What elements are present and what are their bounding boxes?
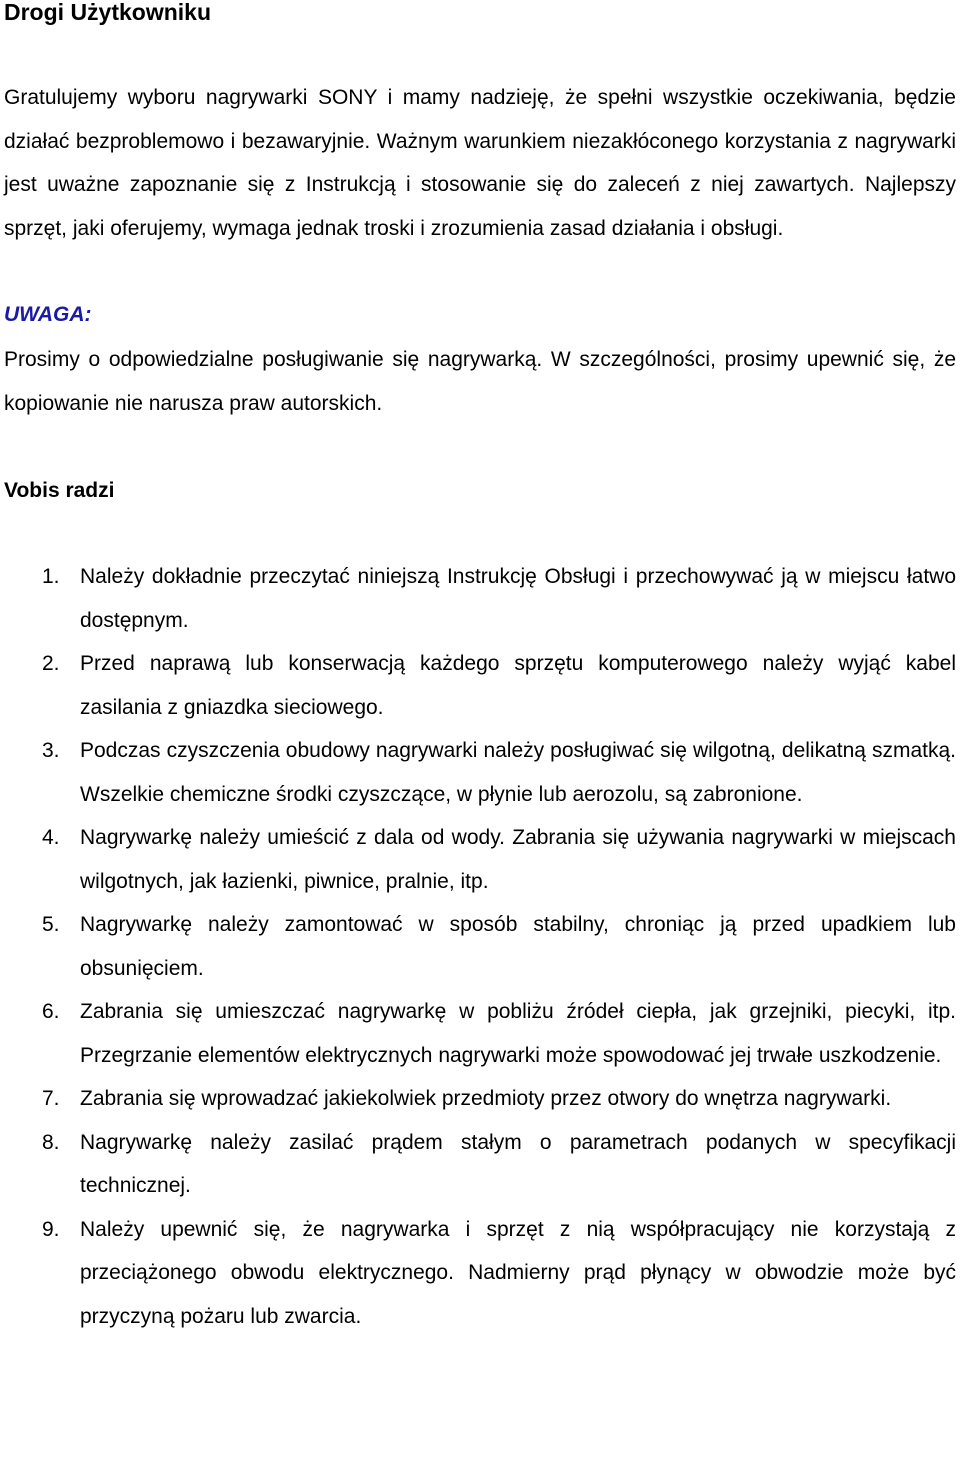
list-item: [4, 729, 956, 816]
list-item: [4, 1208, 956, 1339]
list-item: [4, 642, 956, 729]
list-item-text: Nagrywarkę należy zamontować w sposób stabilny, chroniąc ją przed upadkiem lub obsunięciem.: [80, 913, 956, 980]
list-item-number: 6.: [42, 1000, 60, 1023]
list-item-text: Podczas czyszczenia obudowy nagrywarki należy posługiwać się wilgotną, delikatną szmatką. Wszelkie chemiczne środki czyszczące, w płynie lub aerozolu, są zabronione.: [80, 739, 956, 806]
list-item: [4, 990, 956, 1077]
advice-list: [4, 555, 956, 1338]
list-item-text: Zabrania się umieszczać nagrywarkę w pobliżu źródeł ciepła, jak grzejniki, piecyki, itp. Przegrzanie elementów elektrycznych nagrywarki może spowodować jej trwałe uszkodzenie.: [80, 1000, 956, 1067]
list-item-text: Nagrywarkę należy umieścić z dala od wody. Zabrania się używania nagrywarki w miejscach wilgotnych, jak łazienki, piwnice, pralnie, itp.: [80, 826, 956, 893]
list-item-text: Przed naprawą lub konserwacją każdego sprzętu komputerowego należy wyjąć kabel zasilania z gniazdka sieciowego.: [80, 652, 956, 719]
list-item-text: Zabrania się wprowadzać jakiekolwiek przedmioty przez otwory do wnętrza nagrywarki.: [80, 1087, 892, 1110]
list-item: [4, 903, 956, 990]
list-item: [4, 1121, 956, 1208]
list-item-number: 1.: [42, 565, 60, 588]
intro-paragraph: Gratulujemy wyboru nagrywarki SONY i mamy nadzieję, że spełni wszystkie oczekiwania, będzie działać bezproblemowo i bezawaryjnie. Ważnym warunkiem niezakłóconego korzystania z nagrywarki jest uważne zapoznanie się z Instrukcją i stosowanie się do zaleceń z niej zawartych. Najlepszy sprzęt, jaki oferujemy, wymaga jednak troski i zrozumienia zasad działania i obsługi.: [4, 86, 956, 240]
list-item-number: 8.: [42, 1130, 60, 1154]
warning-paragraph: Prosimy o odpowiedzialne posługiwanie się nagrywarką. W szczególności, prosimy upewnić się, że kopiowanie nie narusza praw autorskich.: [4, 348, 956, 415]
list-item-number: 4.: [42, 826, 60, 849]
list-item-number: 2.: [42, 652, 60, 675]
advice-heading: Vobis radzi: [4, 479, 115, 502]
list-item-number: 3.: [42, 739, 60, 762]
list-item: [4, 816, 956, 903]
page-title: Drogi Użytkowniku: [4, 0, 212, 25]
warning-heading: UWAGA:: [4, 303, 92, 326]
list-item: [4, 555, 956, 642]
list-item-number: 7.: [42, 1087, 60, 1110]
list-item-text: Należy dokładnie przeczytać niniejszą Instrukcję Obsługi i przechowywać ją w miejscu łatwo dostępnym.: [80, 565, 956, 632]
list-item-text: Należy upewnić się, że nagrywarka i sprzęt z nią współpracujący nie korzystają z przeciążonego obwodu elektrycznego. Nadmierny prąd płynący w obwodzie może być przyczyną pożaru lub zwarcia.: [80, 1217, 956, 1328]
list-item-number: 5.: [42, 913, 60, 936]
list-item-number: 9.: [42, 1217, 60, 1241]
list-item: [4, 1077, 956, 1121]
list-item-text: Nagrywarkę należy zasilać prądem stałym o parametrach podanych w specyfikacji technicznej.: [80, 1130, 956, 1197]
